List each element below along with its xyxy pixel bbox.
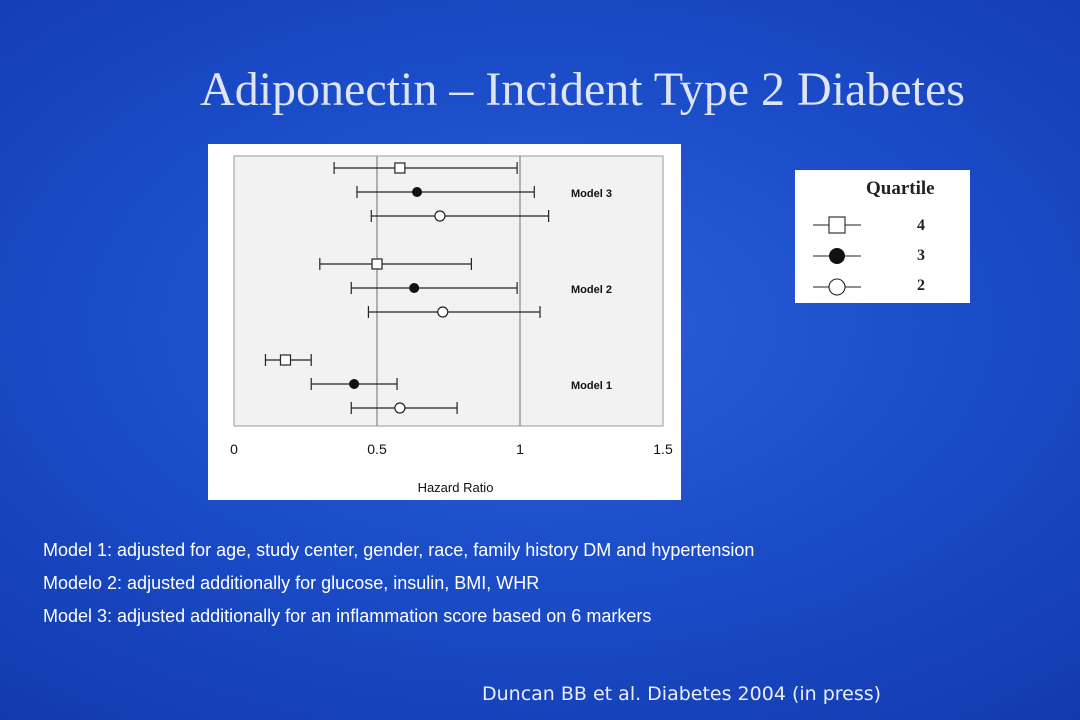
x-tick-label: 1.5 bbox=[653, 441, 673, 457]
group-label: Model 2 bbox=[571, 284, 612, 296]
point-estimate-square bbox=[372, 259, 382, 269]
model-notes bbox=[43, 537, 754, 636]
legend-title: Quartile bbox=[866, 178, 935, 199]
group-label: Model 1 bbox=[571, 380, 612, 392]
point-estimate-open bbox=[438, 307, 448, 317]
point-estimate-open bbox=[395, 403, 405, 413]
point-estimate-filled bbox=[410, 284, 419, 293]
slide-title: Adiponectin – Incident Type 2 Diabetes bbox=[200, 63, 965, 116]
x-axis-label: Hazard Ratio bbox=[417, 480, 494, 495]
x-tick-label: 0 bbox=[230, 441, 238, 457]
citation: Duncan BB et al. Diabetes 2004 (in press) bbox=[482, 683, 882, 705]
point-estimate-filled bbox=[350, 380, 359, 389]
note-model-2: Modelo 2: adjusted additionally for glucose, insulin, BMI, WHR bbox=[43, 573, 540, 593]
legend-marker-filled-circle bbox=[829, 248, 845, 264]
group-label: Model 3 bbox=[571, 188, 612, 200]
point-estimate-filled bbox=[413, 188, 422, 197]
point-estimate-open bbox=[435, 211, 445, 221]
forest-plot bbox=[208, 144, 681, 500]
quartile-legend bbox=[795, 170, 970, 303]
legend-marker-square bbox=[829, 217, 845, 233]
point-estimate-square bbox=[395, 163, 405, 173]
forest-plot-svg bbox=[208, 144, 681, 500]
note-model-3: Model 3: adjusted additionally for an inflammation score based on 6 markers bbox=[43, 606, 652, 626]
note-model-1: Model 1: adjusted for age, study center, gender, race, family history DM and hypertension bbox=[43, 540, 755, 560]
x-tick-label: 1 bbox=[516, 441, 524, 457]
legend-label-q2: 2 bbox=[917, 277, 925, 294]
legend-label-q4: 4 bbox=[917, 217, 925, 234]
x-tick-label: 0.5 bbox=[367, 441, 387, 457]
point-estimate-square bbox=[280, 355, 290, 365]
legend-marker-open-circle bbox=[829, 279, 845, 295]
legend-label-q3: 3 bbox=[917, 247, 925, 264]
